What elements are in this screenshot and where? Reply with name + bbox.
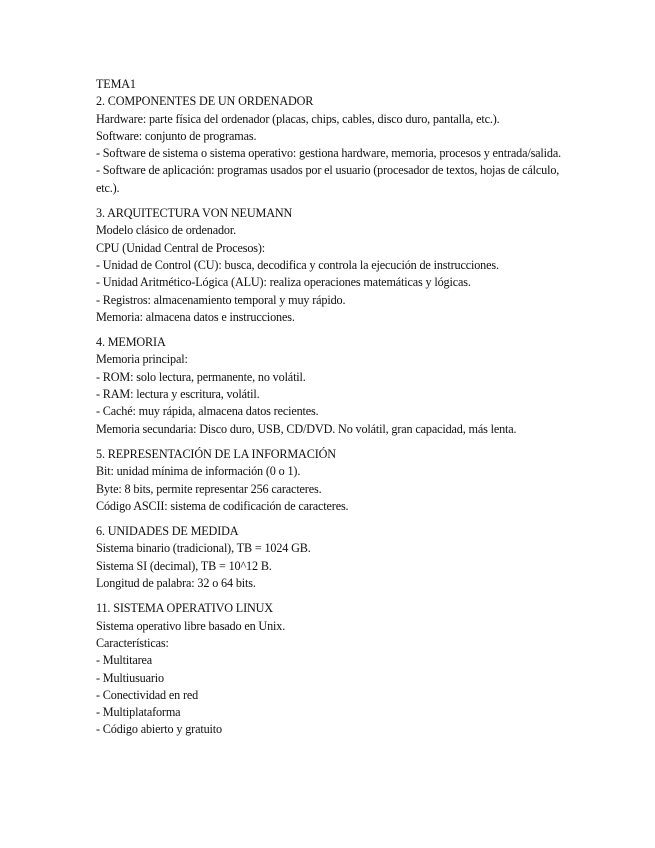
text-line: Memoria: almacena datos e instrucciones.	[96, 309, 295, 324]
text-line: Sistema SI (decimal), TB = 10^12 B.	[96, 558, 272, 573]
text-line: CPU (Unidad Central de Procesos):	[96, 240, 266, 255]
text-line: Longitud de palabra: 32 o 64 bits.	[96, 576, 256, 591]
section-heading: 6. UNIDADES DE MEDIDA	[96, 524, 239, 539]
document-body	[96, 76, 566, 747]
text-line: Sistema operativo libre basado en Unix.	[96, 618, 286, 633]
section-heading: 2. COMPONENTES DE UN ORDENADOR	[96, 94, 314, 109]
text-line: - Caché: muy rápida, almacena datos recientes.	[96, 404, 319, 419]
text-line: - Unidad de Control (CU): busca, decodifica y controla la ejecución de instrucciones.	[96, 257, 499, 272]
list-item: - Multiplataforma	[96, 705, 181, 720]
list-item: - Multiusuario	[96, 670, 164, 685]
text-line: Características:	[96, 635, 169, 650]
section-linux	[96, 600, 566, 738]
text-line: - Registros: almacenamiento temporal y muy rápido.	[96, 292, 346, 307]
section-heading: 11. SISTEMA OPERATIVO LINUX	[96, 601, 273, 616]
text-line: Memoria principal:	[96, 352, 188, 367]
text-line: - ROM: solo lectura, permanente, no volátil.	[96, 369, 306, 384]
section-heading: 5. REPRESENTACIÓN DE LA INFORMACIÓN	[96, 446, 336, 461]
text-line: - Software de aplicación: programas usados por el usuario (procesador de textos, hojas de cálculo, etc.).	[96, 163, 560, 195]
text-line: Memoria secundaria: Disco duro, USB, CD/DVD. No volátil, gran capacidad, más lenta.	[96, 421, 517, 436]
text-line: Bit: unidad mínima de información (0 o 1).	[96, 464, 301, 479]
section-heading: 4. MEMORIA	[96, 335, 166, 350]
document-title: TEMA1	[96, 77, 136, 91]
text-line: - Unidad Aritmético-Lógica (ALU): realiza operaciones matemáticas y lógicas.	[96, 275, 471, 290]
section-unidades	[96, 523, 566, 592]
section-representacion	[96, 446, 566, 515]
text-line: - Software de sistema o sistema operativo: gestiona hardware, memoria, procesos y entrada/salida.	[96, 146, 562, 161]
text-line: - RAM: lectura y escritura, volátil.	[96, 387, 260, 402]
section-componentes	[96, 76, 566, 197]
section-von-neumann	[96, 205, 566, 326]
text-line: Hardware: parte física del ordenador (placas, chips, cables, disco duro, pantalla, etc.).	[96, 111, 500, 126]
list-item: - Multitarea	[96, 653, 153, 668]
list-item: - Conectividad en red	[96, 687, 199, 702]
section-memoria	[96, 334, 566, 438]
text-line: Sistema binario (tradicional), TB = 1024 GB.	[96, 541, 311, 556]
text-line: Código ASCII: sistema de codificación de caracteres.	[96, 498, 349, 513]
list-item: - Código abierto y gratuito	[96, 722, 222, 737]
text-line: Byte: 8 bits, permite representar 256 caracteres.	[96, 481, 322, 496]
text-line: Modelo clásico de ordenador.	[96, 223, 236, 238]
section-heading: 3. ARQUITECTURA VON NEUMANN	[96, 206, 293, 221]
text-line: Software: conjunto de programas.	[96, 128, 257, 143]
